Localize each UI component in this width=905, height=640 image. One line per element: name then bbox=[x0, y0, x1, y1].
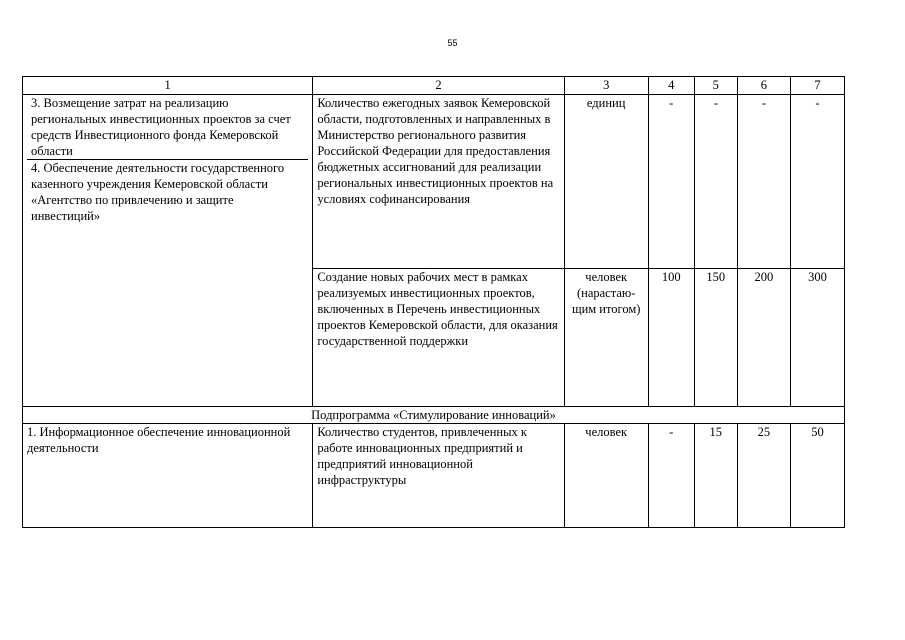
subprogram-title: Подпрограмма «Стимулирование инноваций» bbox=[23, 407, 845, 424]
value-cell: 150 bbox=[694, 269, 737, 407]
indicator-cell: Количество студентов, привлеченных к работе инновационных предприятий и предприятий инновационной инфраструктуры bbox=[313, 424, 564, 528]
value-cell: - bbox=[737, 95, 790, 269]
header-col-3: 3 bbox=[564, 77, 648, 95]
unit-cell: человек (нарастаю-щим итогом) bbox=[564, 269, 648, 407]
value-cell: - bbox=[790, 95, 844, 269]
value-cell: 15 bbox=[694, 424, 737, 528]
value-cell: 300 bbox=[790, 269, 844, 407]
page-number: 55 bbox=[447, 38, 458, 48]
header-col-1: 1 bbox=[23, 77, 313, 95]
header-col-7: 7 bbox=[790, 77, 844, 95]
value-cell: - bbox=[648, 95, 694, 269]
header-col-6: 6 bbox=[737, 77, 790, 95]
header-col-2: 2 bbox=[313, 77, 564, 95]
value-cell: 25 bbox=[737, 424, 790, 528]
value-cell: 200 bbox=[737, 269, 790, 407]
table-row bbox=[23, 95, 845, 269]
indicator-cell: Создание новых рабочих мест в рамках реализуемых инвестиционных проектов, включенных в Перечень инвестиционных проектов Кемеровской области, для оказания государственной поддержки bbox=[313, 269, 564, 407]
indicators-table bbox=[22, 76, 845, 528]
measure-3: 3. Возмещение затрат на реализацию региональных инвестиционных проектов за счет средств Инвестиционного фонда Кемеровской области bbox=[31, 96, 291, 158]
measure-4: 4. Обеспечение деятельности государственного казенного учреждения Кемеровской области «Агентство по привлечению и защите инвестиций» bbox=[27, 159, 308, 224]
header-row bbox=[23, 77, 845, 95]
table-row bbox=[23, 424, 845, 528]
value-cell: - bbox=[648, 424, 694, 528]
measure-cell bbox=[23, 95, 313, 407]
header-col-4: 4 bbox=[648, 77, 694, 95]
subprogram-row bbox=[23, 407, 845, 424]
header-col-5: 5 bbox=[694, 77, 737, 95]
unit-cell: единиц bbox=[564, 95, 648, 269]
value-cell: 50 bbox=[790, 424, 844, 528]
value-cell: - bbox=[694, 95, 737, 269]
unit-cell: человек bbox=[564, 424, 648, 528]
indicator-cell: Количество ежегодных заявок Кемеровской области, подготовленных и направленных в Министерство регионального развития Российской Федерации для предоставления бюджетных ассигнований для реализации региональных инвестиционных проектов на условиях софинансирования bbox=[313, 95, 564, 269]
value-cell: 100 bbox=[648, 269, 694, 407]
measure-cell: 1. Информационное обеспечение инновационной деятельности bbox=[23, 424, 313, 528]
